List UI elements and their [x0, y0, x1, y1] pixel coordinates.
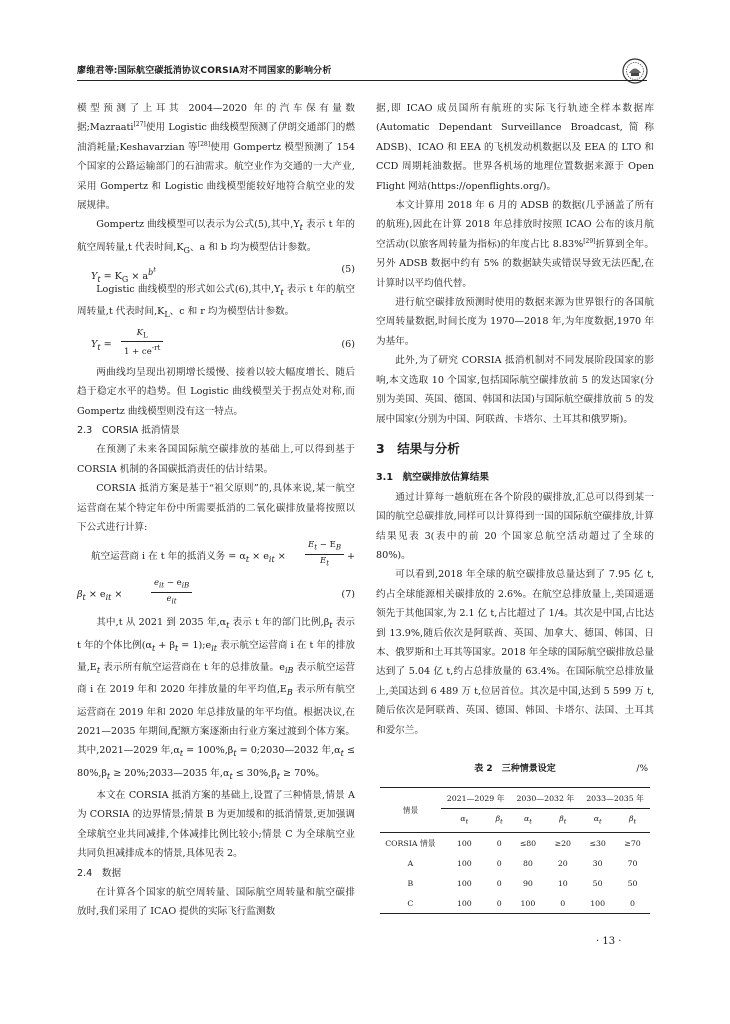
- scenario-table: [380, 787, 650, 914]
- paragraph: 本文在 CORSIA 抵消方案的基础上,设置了三种情景,情景 A 为 CORSIA 的边界情景;情景 B 为更加缓和的抵消情景,更加强调全球航空业共同减排,个体减排比例比较小;情景 C 为全球航空业共同负担减排成本的情景,具体见表 2。: [77, 790, 355, 860]
- table-cell: 0: [615, 893, 650, 914]
- section-3-heading: 3 结果与分析: [376, 440, 460, 456]
- table-cell: CORSIA 情景: [385, 838, 436, 848]
- table-header: 2021—2029 年: [441, 788, 511, 809]
- table-cell: ≥20: [554, 838, 572, 848]
- equation-7-line2: $\beta_t \times e_{it}$ × $e_{it} - e_{iB}$ $e_{it}$ (7): [77, 578, 355, 606]
- table-cell: A: [407, 858, 414, 868]
- table-cell: 100: [580, 893, 615, 914]
- paragraph: 据,即 ICAO 成员国所有航班的实际飞行轨迹全样本数据库(Automatic Dependant Surveillance Broadcast,简称 ADSB)、ICAO 和 EEA 的飞机发动机数据以及 EEA 的 LTO 和 CCD 周期耗油数据。世界各机场的地理位置数据来源于 Open Flight 网站(https://openflights.org/)。: [376, 103, 654, 192]
- table-subheader: $\alpha_t$: [511, 809, 546, 833]
- running-title: 廖维君等:国际航空碳抵消协议CORSIA对不同国家的影响分析: [77, 66, 332, 76]
- equation-5: $Y_t = K_G \times a^{b^t}$ (5): [91, 264, 355, 284]
- paragraph: 模型预测了上耳其 2004—2020 年的汽车保有量数据;Mazraati[27]使用 Logistic 曲线模型预测了伊朗交通部门的燃油消耗量;Keshavarzian 等[28]使用 Gompertz 模型预测了 154 个国家的公路运输部门的石油需求。航空业作为交通的一大产业,采用 Gompertz 和 Logistic 曲线模型能较好地符合航空业的发展规律。: [77, 103, 355, 212]
- header-rule: [77, 80, 647, 81]
- table-caption: 表 2 三种情景设定 /%: [376, 760, 654, 779]
- table-unit: /%: [636, 764, 648, 774]
- table-cell: 50: [627, 878, 638, 888]
- paragraph: 在预测了未来各国国际航空碳排放的基础上,可以得到基于 CORSIA 机制的各国碳抵消责任的估计结果。: [77, 444, 355, 475]
- table-cell: 100: [456, 878, 472, 888]
- paragraph: 此外,为了研究 CORSIA 抵消机制对不同发展阶段国家的影响,本文选取 10 个国家,包括国际航空碳排放前 5 的发达国家(分别为美国、英国、德国、韩国和法国)与国际航空碳排放前 5 的发展中国家(分别为中国、阿联酋、卡塔尔、土耳其和俄罗斯)。: [376, 355, 654, 425]
- right-column: [376, 99, 654, 914]
- table-subheader: $\beta_t$: [615, 809, 650, 833]
- page-number: · 13 ·: [596, 936, 622, 947]
- table-cell: 100: [456, 838, 472, 848]
- paragraph: 通过计算每一趟航班在各个阶段的碳排放,汇总可以得到某一国的航空总碳排放,同样可以计算得到一国的国际航空碳排放,计算结果见表 3(表中的前 20 个国家总航空活动超过了全球的 80%)。: [376, 491, 654, 561]
- section-2-3-heading: 2.3 CORSIA 抵消情景: [77, 424, 180, 436]
- table-cell: C: [380, 893, 441, 914]
- table-cell: 90: [522, 878, 533, 888]
- table-cell: ≥70: [624, 838, 641, 848]
- left-column: [77, 99, 355, 922]
- section-2-4-heading: 2.4 数据: [77, 867, 122, 879]
- paragraph: Gompertz 曲线模型可以表示为公式(5),其中$,Y_t$ 表示 t 年的航空周转量,t 代表时间$,K_G$、a 和 b 均为模型估计参数。: [77, 219, 355, 255]
- table-cell: 80: [522, 858, 533, 868]
- table-cell: 0: [488, 893, 511, 914]
- table-subheader: $\alpha_t$: [580, 809, 615, 833]
- paragraph: 其中,t 从 2021 到 2035 年$,\alpha_t$ 表示 t 年的部门比例$,\beta_t$ 表示 t 年的个体比例($\alpha_t + \beta_t$ = $1);e_{it}$ 表示航空运营商 i 在 t 年的排放量$,E_t$ 表示所有航空运营商在 t 年的总排放量。$e_{iB}$ 表示航空运营商 i 在 2019 年和 2020 年排放量的年平均值$,E_B$ 表示所有航空运营商在 2019 年和 2020 年总排放量的年平均值。根据决议,在2021—2035 年期间,配额方案逐渐由行业方案过渡到个体方案。其中,2021—2029 年$,\alpha_t = 100\%,\beta_t$ = 0;2030—2032 年$,\alpha_t \le 80\%,\beta_t$ ≥ 20%;2033—2035 年$,\alpha_t \le 30\%,\beta_t \ge 70\%$。: [77, 617, 355, 781]
- table-subheader: $\alpha_t$: [441, 809, 488, 833]
- table-cell: B: [407, 878, 414, 888]
- section-3-1-heading: 3.1 航空碳排放估算结果: [376, 472, 489, 484]
- table-subheader: $\beta_t$: [545, 809, 580, 833]
- table-header: 2033—2035 年: [580, 788, 650, 809]
- table-cell: 0: [496, 838, 502, 848]
- table-header: 2030—2032 年: [511, 788, 581, 809]
- table-cell: 0: [496, 878, 502, 888]
- paragraph: Logistic 曲线模型的形式如公式(6),其中$,Y_t$ 表示 t 年的航空周转量,t 代表时间$,K_L$、c 和 r 均为模型估计参数。: [77, 284, 355, 320]
- paragraph: 在计算各个国家的航空周转量、国际航空周转量和航空碳排放时,我们采用了 ICAO 提供的实际飞行监测数: [77, 887, 355, 918]
- table-header: 情景: [380, 788, 441, 833]
- paragraph: 进行航空碳排放预测时使用的数据来源为世界银行的各国航空周转量数据,时间长度为 1970—2018 年,为年度数据,1970 年为基年。: [376, 297, 654, 347]
- paragraph: 本文计算用 2018 年 6 月的 ADSB 的数据(几乎涵盖了所有的航班),因此在计算 2018 年总排放时按照 ICAO 公布的该月航空活动(以旅客周转量为指标)的年度占比 8.83%[29]折算到全年。另外 ADSB 数据中约有 5% 的数据缺失或错误导致无法匹配,在计算时以平均值代替。: [376, 200, 655, 289]
- table-row: [380, 893, 650, 914]
- paragraph: CORSIA 抵消方案是基于“祖父原则”的,具体来说,某一航空运营商在某个特定年份中所需要抵消的二氧化碳排放量将按照以下公式进行计算:: [77, 483, 355, 533]
- table-cell: 70: [627, 858, 638, 868]
- table-subheader: $\beta_t$: [488, 809, 511, 833]
- table-cell: 100: [511, 893, 546, 914]
- paragraph: 两曲线均呈现出初期增长缓慢、接着以较大幅度增长、随后趋于稳定水平的趋势。但 Logistic 曲线模型关于拐点处对称,而 Gompertz 曲线模型则没有这一特点。: [77, 366, 355, 417]
- table-cell: 30: [592, 858, 603, 868]
- table-cell: ≤30: [589, 838, 606, 848]
- table-cell: 20: [557, 858, 568, 868]
- paragraph: 可以看到,2018 年全球的航空碳排放总量达到了 7.95 亿 t,约占全球能源相关碳排放的 2.6%。在航空总排放量上,美国遥遥领先于其他国家,为 2.1 亿 t,占比超过了 1/4。其次是中国,占比达到 13.9%,随后依次是阿联酋、英国、加拿大、德国、韩国、日本、俄罗斯和土耳其等国家。2018 年全球的国际航空碳排放总量达到了 5.04 亿 t,约占总排放量的 63.4%。在国际航空总排放量上,美国达到 6 489 万 t,位居首位。其次是中国,达到 5 599 万 t,随后依次是阿联酋、英国、德国、韩国、卡塔尔、法国、土耳其和爱尔兰。: [376, 569, 654, 736]
- table-cell: 0: [545, 893, 580, 914]
- equation-6: $Y_t$ = $\frac{K_L}{1 + ce^{-rt}}$ (6): [91, 327, 355, 358]
- equation-7: 航空运营商 i 在 t 年的抵消义务 = $\alpha_t \times e_{it}$ × $\frac{E_t - E_B}{E_t}$ +: [91, 540, 355, 568]
- table-cell: ≤80: [519, 838, 537, 848]
- table-cell: 0: [496, 858, 502, 868]
- table-row: [380, 873, 650, 893]
- table-cell: 50: [592, 878, 603, 888]
- table-cell: 100: [456, 858, 472, 868]
- table-row: [380, 853, 650, 873]
- table-row: [380, 833, 650, 854]
- table-cell: 100: [441, 893, 488, 914]
- table-cell: 10: [557, 878, 568, 888]
